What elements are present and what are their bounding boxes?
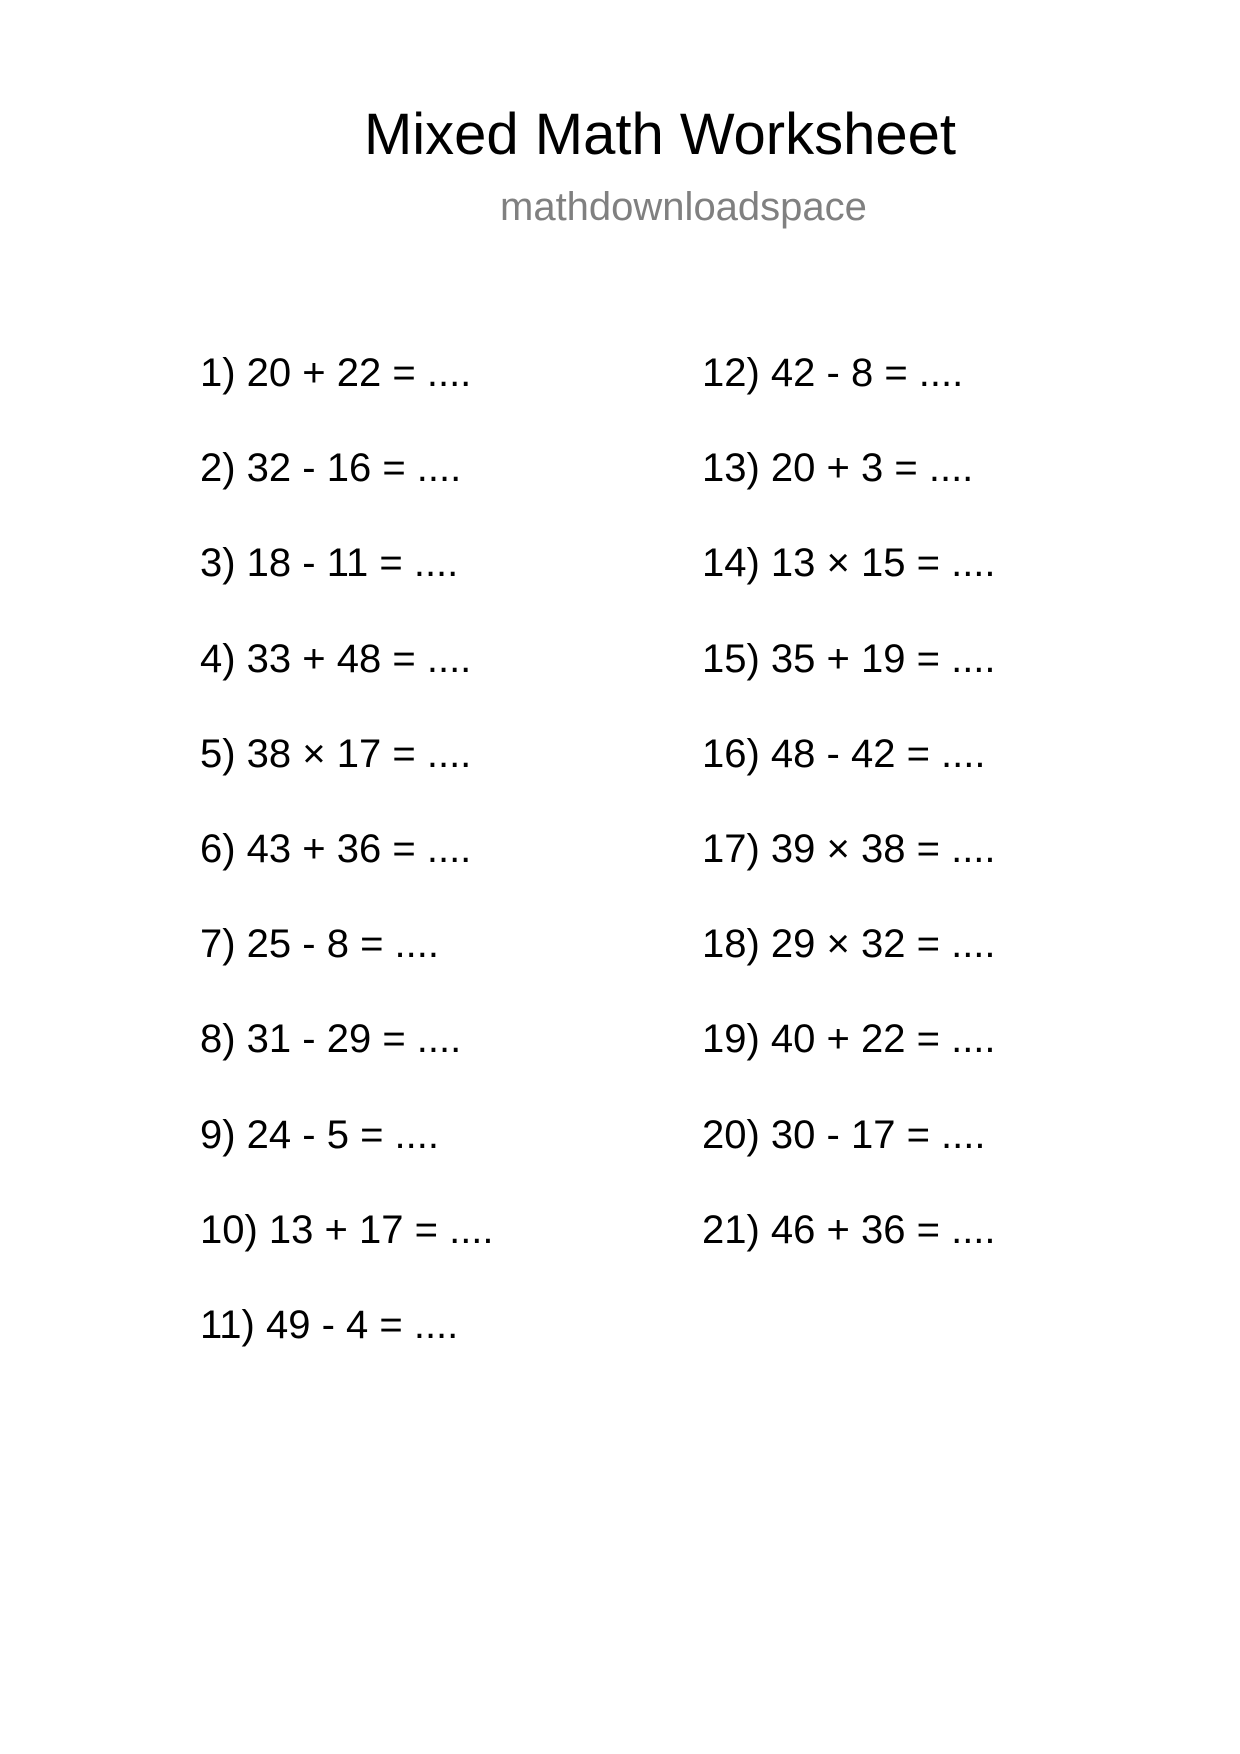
problem-12: 12) 42 - 8 = .... xyxy=(702,351,964,395)
problem-10: 10) 13 + 17 = .... xyxy=(200,1207,494,1252)
problem-18: 18) 29 × 32 = .... xyxy=(702,922,996,967)
problem-4: 4) 33 + 48 = .... xyxy=(200,636,472,681)
problem-11: 11) 49 - 4 = .... xyxy=(200,1302,459,1347)
problem-15: 15) 35 + 19 = .... xyxy=(702,636,996,681)
problem-8: 8) 31 - 29 = .... xyxy=(200,1017,462,1062)
worksheet-title: Mixed Math Worksheet xyxy=(363,102,957,167)
problem-16: 16) 48 - 42 = .... xyxy=(702,731,986,776)
problem-6: 6) 43 + 36 = .... xyxy=(200,826,472,871)
problem-19: 19) 40 + 22 = .... xyxy=(702,1017,996,1062)
problem-20: 20) 30 - 17 = .... xyxy=(702,1112,986,1157)
problem-17: 17) 39 × 38 = .... xyxy=(702,826,996,871)
problem-3: 3) 18 - 11 = .... xyxy=(200,541,459,586)
problem-column-left xyxy=(200,349,494,1396)
problem-7: 7) 25 - 8 = .... xyxy=(200,922,440,967)
problem-column-right xyxy=(702,349,996,1301)
problem-9: 9) 24 - 5 = .... xyxy=(200,1112,440,1157)
problem-21: 21) 46 + 36 = .... xyxy=(702,1207,996,1252)
worksheet-subtitle: mathdownloadspace xyxy=(500,185,867,229)
problem-5: 5) 38 × 17 = .... xyxy=(200,731,472,776)
problem-1: 1) 20 + 22 = .... xyxy=(200,351,472,395)
problem-14: 14) 13 × 15 = .... xyxy=(702,541,996,586)
problem-2: 2) 32 - 16 = .... xyxy=(200,446,462,491)
problem-13: 13) 20 + 3 = .... xyxy=(702,446,974,491)
